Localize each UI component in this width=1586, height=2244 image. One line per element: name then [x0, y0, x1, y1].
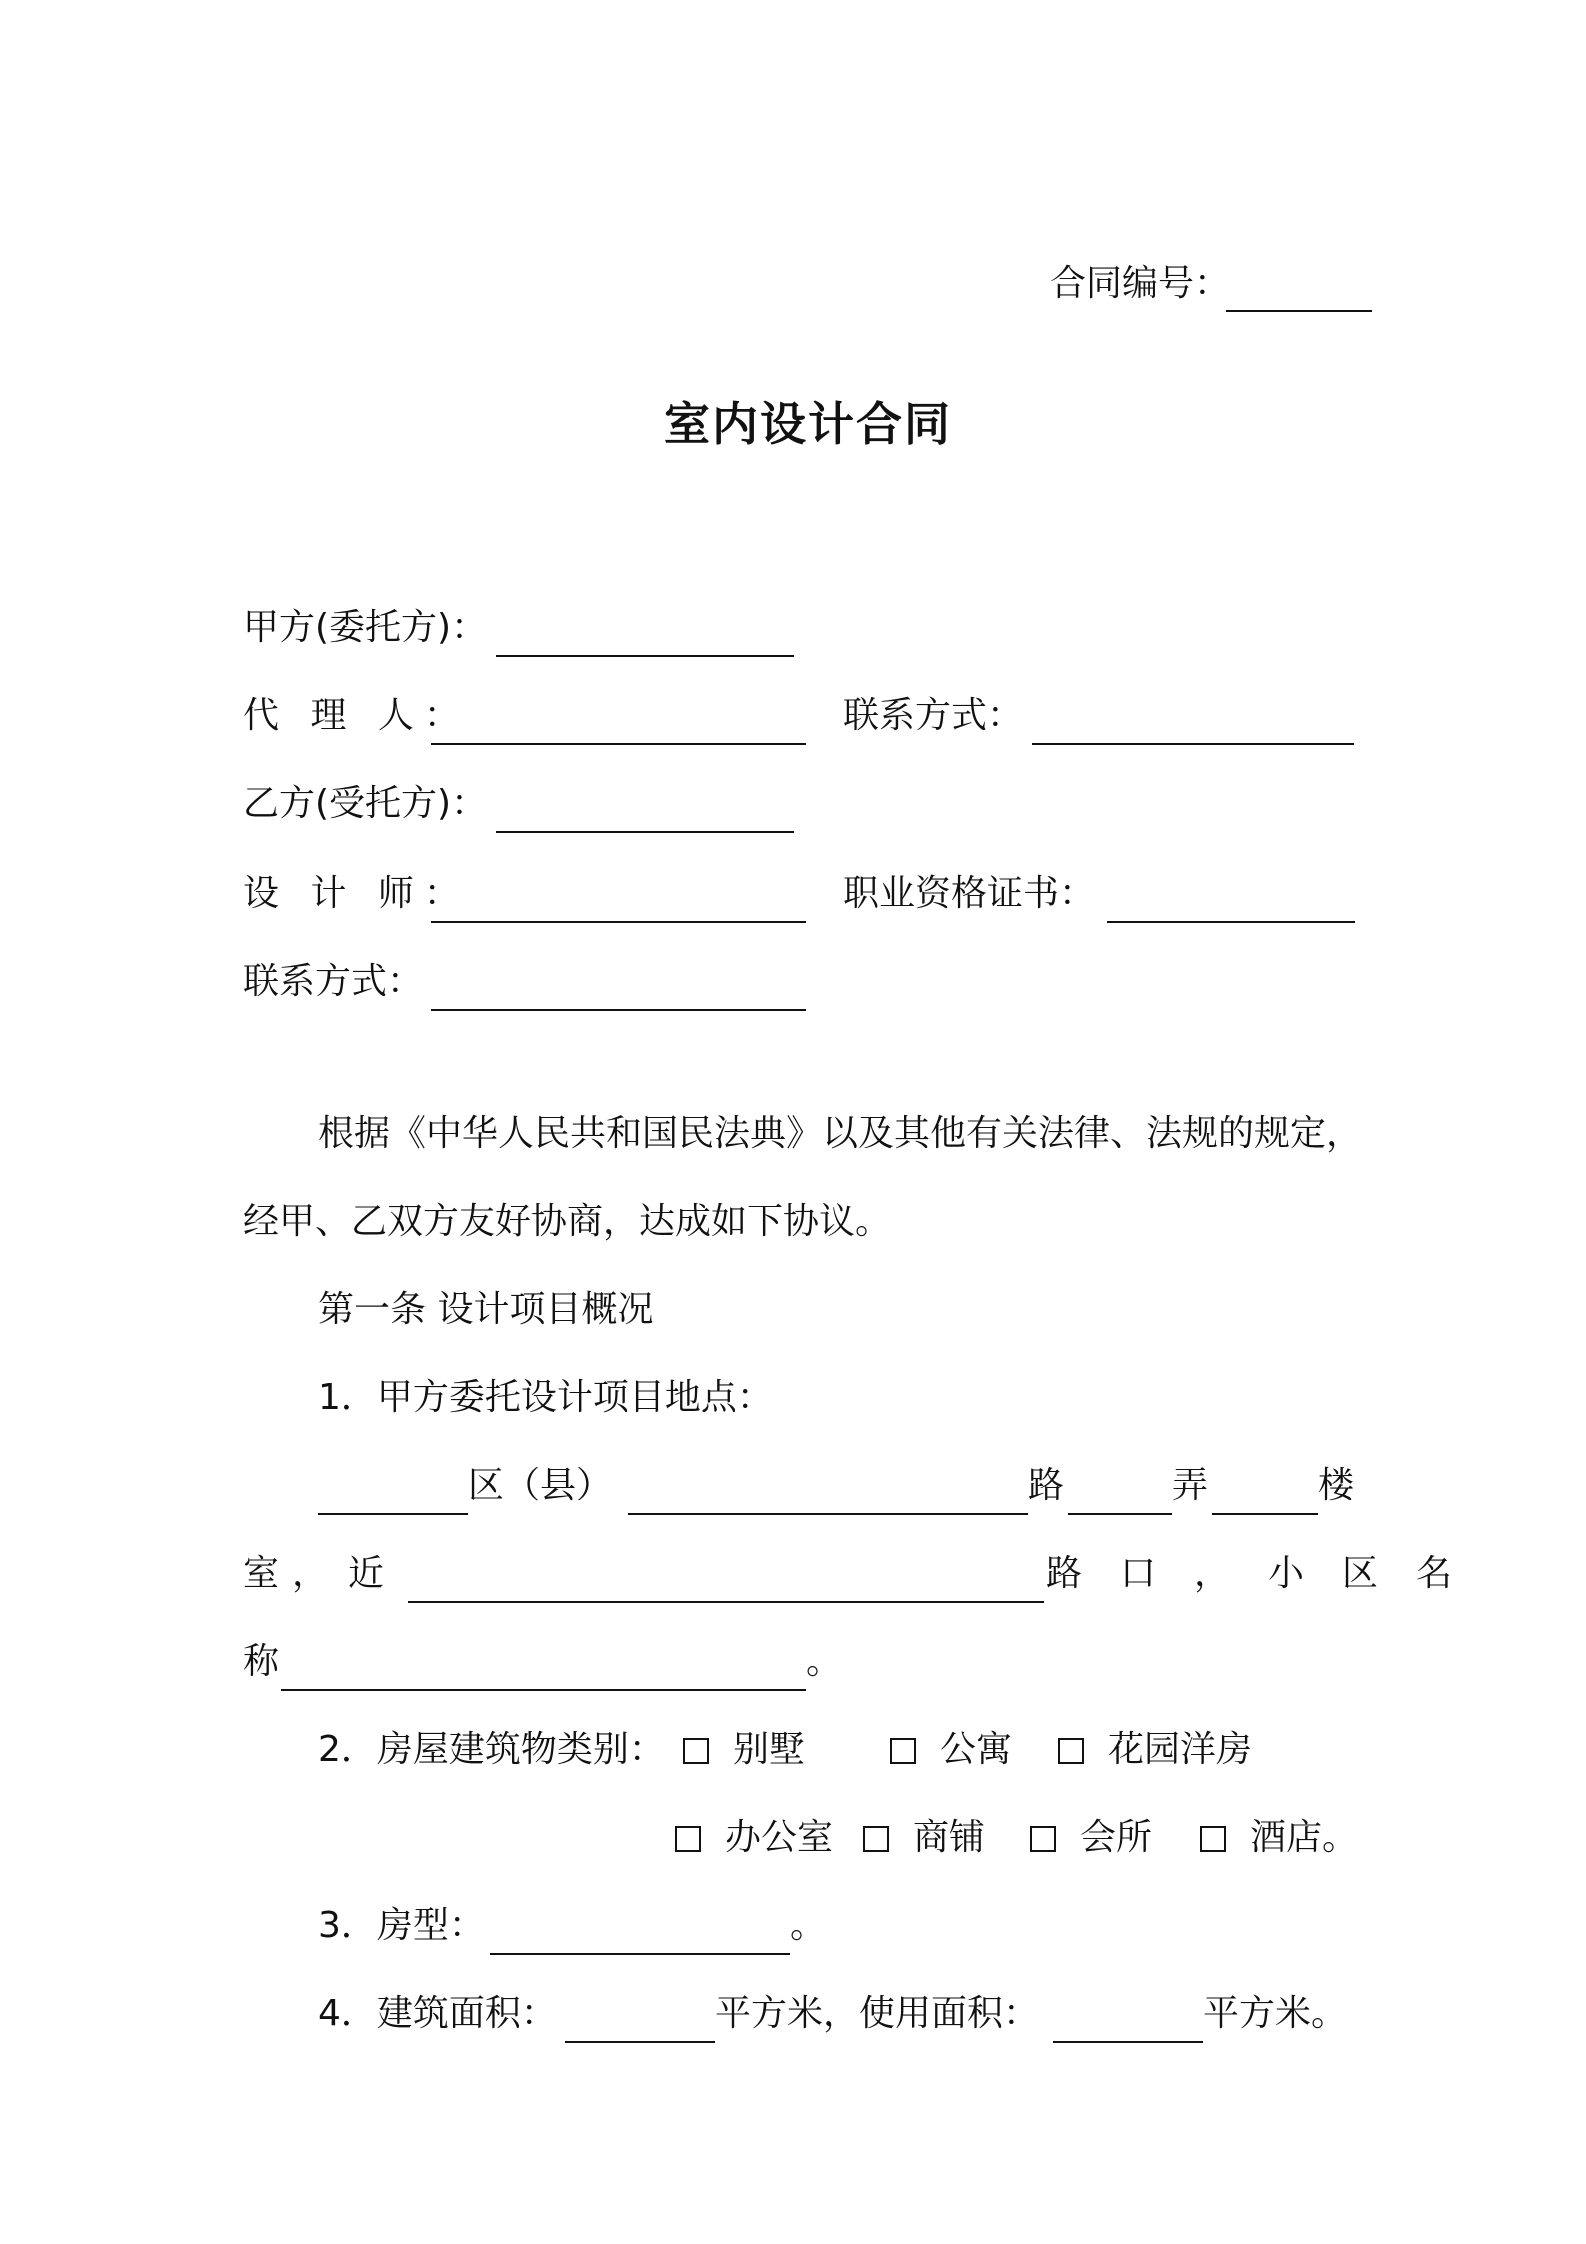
road-label: 路 [1028, 1465, 1065, 1506]
contract-number-label: 合同编号： [1050, 263, 1231, 304]
option-villa: 别墅 [733, 1729, 806, 1770]
preamble-line-1: 根据《中华人民共和国民法典》以及其他有关法律、法规的规定， [318, 1113, 1363, 1154]
building-area-field[interactable] [565, 2041, 715, 2043]
near-road-field[interactable] [408, 1601, 1044, 1603]
party-b-label: 乙方(受托方)： [243, 783, 488, 824]
agent-field[interactable] [431, 743, 806, 745]
district-label: 区（县） [468, 1465, 613, 1506]
contact-label-b: 联系方式： [243, 961, 424, 1002]
option-office: 办公室 [725, 1817, 834, 1858]
checkbox-shop[interactable] [863, 1826, 889, 1852]
comma: ， [292, 1553, 329, 1594]
item-2-label: 2．房屋建筑物类别： [318, 1729, 665, 1770]
contract-number-field[interactable] [1226, 310, 1372, 312]
room-label: 室 [243, 1553, 280, 1594]
certificate-field[interactable] [1107, 921, 1355, 923]
agent-label: 代 理 人： [243, 695, 470, 736]
item-3-label: 3．房型： [318, 1905, 485, 1946]
party-a-label: 甲方(委托方)： [243, 607, 488, 648]
district-field[interactable] [318, 1513, 468, 1515]
contact-field-a[interactable] [1032, 743, 1354, 745]
option-garden-house: 花园洋房 [1108, 1729, 1253, 1770]
road-field[interactable] [628, 1513, 1028, 1515]
designer-label: 设 计 师： [243, 873, 470, 914]
period-1: 。 [806, 1641, 843, 1682]
option-apartment: 公寓 [940, 1729, 1013, 1770]
building-area-unit: 平方米，使用面积： [715, 1993, 1040, 2034]
party-b-field[interactable] [496, 831, 794, 833]
lane-field[interactable] [1068, 1513, 1172, 1515]
designer-field[interactable] [431, 921, 806, 923]
document-title: 室内设计合同 [664, 397, 952, 451]
option-hotel: 酒店。 [1250, 1817, 1359, 1858]
community-name-label: 称 [243, 1641, 280, 1682]
certificate-label: 职业资格证书： [843, 873, 1096, 914]
usable-area-field[interactable] [1053, 2041, 1203, 2043]
checkbox-club[interactable] [1030, 1826, 1056, 1852]
option-shop: 商铺 [913, 1817, 986, 1858]
lane-label: 弄 [1172, 1465, 1209, 1506]
contact-field-b[interactable] [431, 1009, 806, 1011]
checkbox-office[interactable] [675, 1826, 701, 1852]
party-a-field[interactable] [496, 655, 794, 657]
period-2: 。 [790, 1905, 827, 1946]
usable-area-unit: 平方米。 [1203, 1993, 1348, 2034]
contact-label-a: 联系方式： [843, 695, 1024, 736]
intersection-label: 路口，小区名 [1046, 1553, 1491, 1594]
community-name-field[interactable] [281, 1689, 806, 1691]
option-club: 会所 [1080, 1817, 1153, 1858]
checkbox-hotel[interactable] [1200, 1826, 1226, 1852]
near-label: 近 [348, 1553, 385, 1594]
checkbox-garden-house[interactable] [1058, 1738, 1084, 1764]
preamble-line-2: 经甲、乙双方友好协商，达成如下协议。 [243, 1201, 892, 1242]
item-1-label: 1．甲方委托设计项目地点： [318, 1377, 773, 1418]
article-1-heading: 第一条 设计项目概况 [318, 1289, 654, 1330]
item-4-label: 4．建筑面积： [318, 1993, 557, 2034]
building-field[interactable] [1212, 1513, 1318, 1515]
checkbox-villa[interactable] [683, 1738, 709, 1764]
room-type-field[interactable] [490, 1953, 790, 1955]
checkbox-apartment[interactable] [890, 1738, 916, 1764]
building-label: 楼 [1318, 1465, 1355, 1506]
